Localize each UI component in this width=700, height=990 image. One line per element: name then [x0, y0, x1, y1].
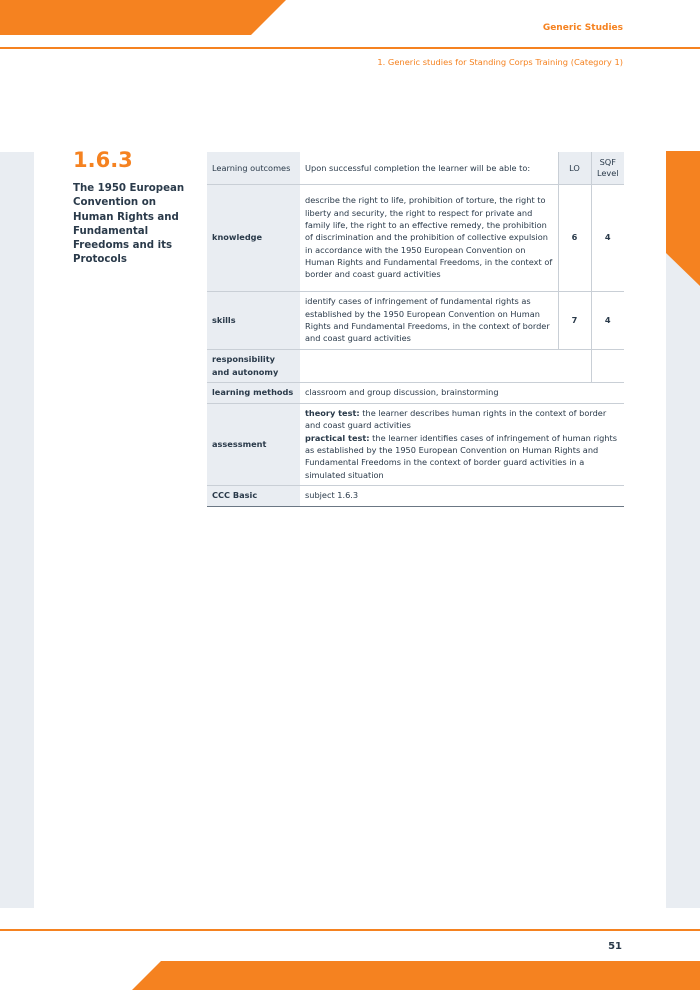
row-description: classroom and group discussion, brainstorming: [300, 382, 624, 403]
row-label: responsibility and autonomy: [207, 349, 300, 382]
section-title: The 1950 European Convention on Human Rights and Fundamental Freedoms and its Protocols: [73, 183, 185, 266]
table-row-knowledge: [207, 184, 624, 291]
section-number: 1.6.3: [73, 148, 133, 172]
row-sqf-value: 4: [591, 184, 624, 291]
header-sqf-level: SQF Level: [591, 152, 624, 184]
row-description: describe the right to life, prohibition of torture, the right to liberty and security, the right to respect for private and family life, the right to an effective remedy, the prohibition of discrimination and the prohibition of collective expulsion in accordance with the 1950 European Convention on Human Rights and Fundamental Freedoms, in the context of border and coast guard activities: [300, 184, 558, 291]
row-label: knowledge: [207, 184, 300, 291]
practical-test-text: the learner identifies cases of infringement of human rights as established by the 1950 European Convention on Human Rights and Fundamental Freedoms in the context of border guard activities in a simulated situation: [305, 432, 617, 480]
row-lo-value: [558, 349, 591, 382]
header-divider: [0, 47, 700, 49]
row-label: assessment: [207, 403, 300, 485]
theory-test-text: the learner describes human rights in the context of border and coast guard activities: [305, 408, 607, 431]
theory-test-label: theory test:: [305, 408, 360, 419]
page-number: 51: [608, 941, 622, 952]
header-lo: LO: [558, 152, 591, 184]
header-title: Generic Studies: [542, 23, 623, 33]
row-description: subject 1.6.3: [300, 485, 624, 506]
footer-divider: [0, 929, 700, 931]
header-label: Learning outcomes: [207, 152, 300, 184]
header-decoration: [0, 0, 286, 35]
practical-test-label: practical test:: [305, 432, 370, 443]
footer-decoration: [132, 961, 700, 990]
table-row-ccc: [207, 485, 624, 506]
table-row-responsibility: [207, 349, 624, 382]
row-label: learning methods: [207, 382, 300, 403]
row-lo-value: 7: [558, 291, 591, 349]
table-row-assessment: [207, 403, 624, 485]
row-description: identify cases of infringement of fundamental rights as established by the 1950 European Convention on Human Rights and Fundamental Freedoms, in the context of border and coast guard activities: [300, 291, 558, 349]
chapter-tab: [666, 151, 700, 286]
header-description: Upon successful completion the learner will be able to:: [300, 152, 558, 184]
table-header-row: [207, 152, 624, 184]
table-row-methods: [207, 382, 624, 403]
row-description: [300, 403, 624, 485]
row-label: skills: [207, 291, 300, 349]
left-margin-panel: [0, 152, 34, 908]
row-sqf-value: [591, 349, 624, 382]
row-description: [300, 349, 558, 382]
header-subtitle: 1. Generic studies for Standing Corps Training (Category 1): [377, 57, 623, 67]
row-lo-value: 6: [558, 184, 591, 291]
row-label: CCC Basic: [207, 485, 300, 506]
learning-outcomes-table: [207, 152, 624, 507]
row-sqf-value: 4: [591, 291, 624, 349]
table-row-skills: [207, 291, 624, 349]
